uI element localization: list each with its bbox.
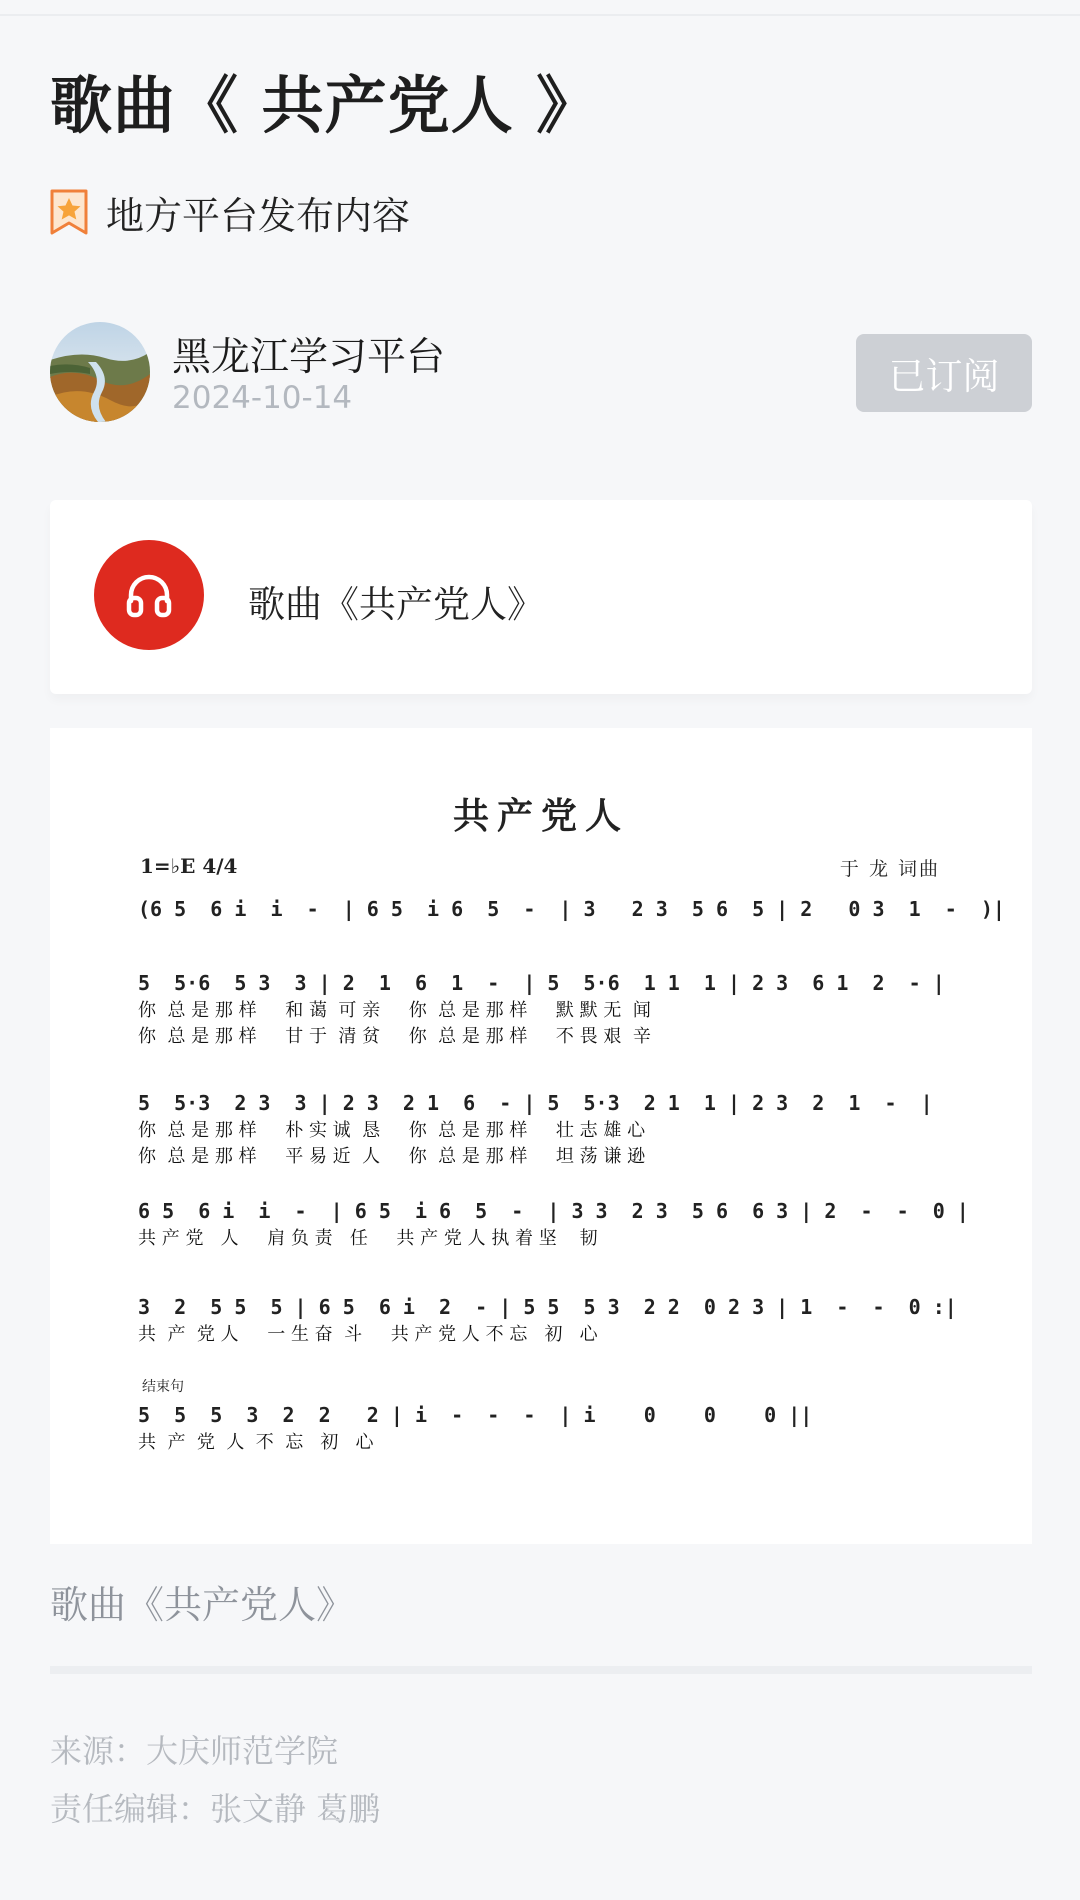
- score-lyrics: 共 产 党 人 不 忘 初 心: [138, 1432, 374, 1453]
- score-key-signature: 1=♭E 4/4: [140, 854, 238, 878]
- top-divider: [0, 14, 1080, 16]
- score-line: [138, 1196, 969, 1252]
- score-notes: 6 5 6 i i - | 6 5 i 6 5 - | 3 3 2 3 5 6 6 3 | 2 - - 0 |: [138, 1199, 969, 1223]
- avatar[interactable]: [50, 322, 150, 422]
- score-lyrics: 你 总 是 那 样 平 易 近 人 你 总 是 那 样 坦 荡 谦 逊: [138, 1146, 646, 1167]
- publisher-row: [50, 322, 1030, 422]
- score-line: [138, 1400, 950, 1456]
- publish-date: 2024-10-14: [172, 380, 353, 416]
- sheet-music-image: [50, 728, 1032, 1544]
- image-caption: 歌曲《共产党人》: [50, 1583, 355, 1627]
- article-title: 歌曲《 共产党人 》: [50, 69, 600, 142]
- score-lyrics: 你 总 是 那 样 和 蔼 可 亲 你 总 是 那 样 默 默 无 闻: [138, 1000, 651, 1021]
- score-line: [138, 1088, 950, 1170]
- score-notes: (6 5 6 i i - | 6 5 i 6 5 - | 3 2 3 5 6 5 | 2 0 3 1 - )|: [138, 897, 1005, 921]
- platform-tag: [50, 188, 410, 236]
- audio-title: 歌曲《共产党人》: [248, 583, 544, 626]
- subscribed-button[interactable]: 已订阅: [856, 334, 1032, 412]
- score-title: 共产党人: [452, 795, 629, 837]
- avatar-landscape-image: [50, 322, 150, 422]
- source-text: 来源：大庆师范学院: [50, 1732, 339, 1770]
- score-lyrics: 你 总 是 那 样 甘 于 清 贫 你 总 是 那 样 不 畏 艰 辛: [138, 1026, 651, 1047]
- headphones-icon: [122, 568, 176, 622]
- play-audio-button[interactable]: [94, 540, 204, 650]
- publisher-name[interactable]: 黑龙江学习平台: [172, 335, 446, 380]
- tag-text: 地方平台发布内容: [106, 193, 411, 238]
- score-lyrics: 共 产 党 人 肩 负 责 任 共 产 党 人 执 着 坚 韧: [138, 1228, 598, 1249]
- score-ending-label: 结束句: [142, 1379, 184, 1395]
- bookmark-star-icon: [50, 189, 88, 235]
- score-notes: 5 5·6 5 3 3 | 2 1 6 1 - | 5 5·6 1 1 1 | 2 3 6 1 2 - |: [138, 971, 945, 995]
- score-intro: [138, 894, 1005, 924]
- score-lyrics: 你 总 是 那 样 朴 实 诚 恳 你 总 是 那 样 壮 志 雄 心: [138, 1120, 646, 1141]
- score-author: 于 龙 词曲: [839, 858, 940, 880]
- score-line: [138, 1292, 957, 1348]
- score-notes: 5 5·3 2 3 3 | 2 3 2 1 6 - | 5 5·3 2 1 1 | 2 3 2 1 - |: [138, 1091, 933, 1115]
- score-line: [138, 968, 950, 1050]
- audio-player-card[interactable]: [50, 500, 1032, 694]
- section-divider: [50, 1666, 1032, 1674]
- editor-text: 责任编辑：张文静 葛鹏: [50, 1790, 381, 1828]
- score-lyrics: 共 产 党 人 一 生 奋 斗 共 产 党 人 不 忘 初 心: [138, 1324, 598, 1345]
- score-notes: 5 5 5 3 2 2 2 | i - - - | i 0 0 0 ||: [138, 1403, 813, 1427]
- score-notes: 3 2 5 5 5 | 6 5 6 i 2 - | 5 5 5 3 2 2 0 2 3 | 1 - - 0 :|: [138, 1295, 957, 1319]
